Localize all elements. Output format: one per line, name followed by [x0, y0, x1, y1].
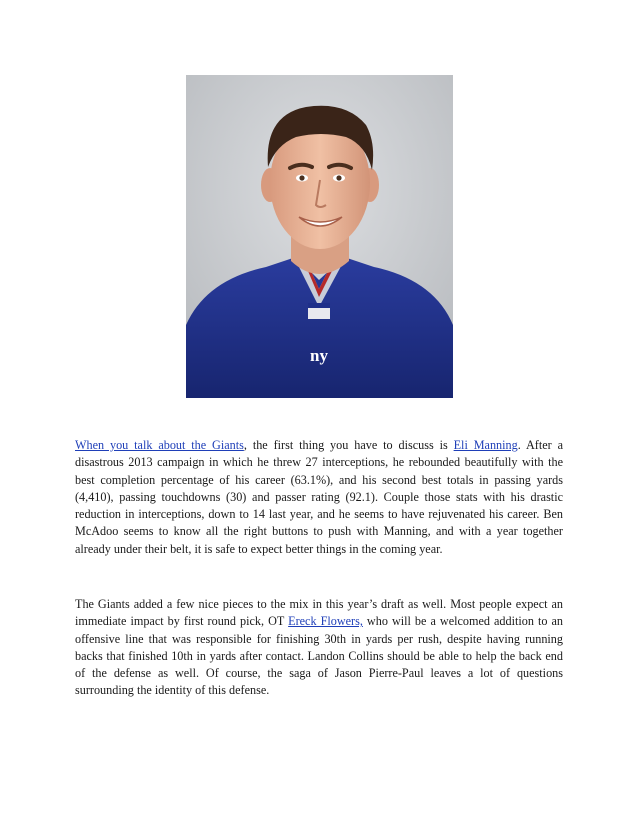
svg-text:ny: ny [310, 346, 328, 365]
ereck-flowers-link[interactable]: Ereck Flowers, [288, 614, 363, 629]
paragraph-text: , the first thing you have to discuss is [243, 438, 454, 452]
paragraph-text: who will be a welcomed addition to an offensive line that was responsible for finishing 30th in yards per rush, despite having running backs that finished 10th in yards after contact. Landon Collins should be able to help the back end of the defense as well. Of course, the saga of Jason Pierre-Paul leaves a lot of questions surrounding the identity of this defense. [75, 614, 563, 698]
paragraph-text: . After a disastrous 2013 campaign in which he threw 27 interceptions, he rebounded beautifully with the best completion percentage of his career (63.1%), and his second best totals in passing yards (4,410), passing touchdowns (30) and passer rating (92.1). Couple those stats with his drastic reduction in interceptions, down to 14 last year, and he seems to have rejuvenated his career. Ben McAdoo seems to know all the right buttons to push with Manning, and with a year together already under their belt, it is safe to expect better things in the coming year. [75, 438, 564, 556]
paragraph-manning [75, 437, 563, 558]
player-photo [186, 75, 453, 398]
giants-link[interactable]: When you talk about the Giants [75, 438, 244, 452]
paragraph-text: The Giants added a few nice pieces to the mix in this year’s draft as well. Most people expect an immediate impact by first round pick, OT [75, 597, 563, 629]
paragraph-draft [75, 596, 563, 700]
eli-manning-link[interactable]: Eli Manning [453, 438, 518, 452]
